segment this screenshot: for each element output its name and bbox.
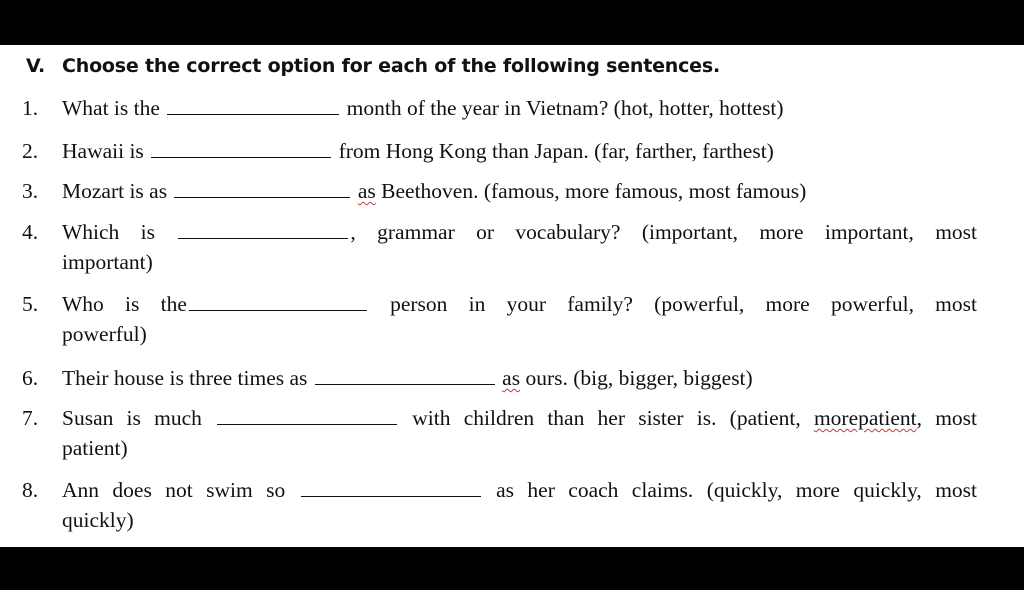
answer-blank[interactable] [301, 474, 481, 497]
question-number: 7. [22, 406, 39, 430]
question-text-before: Hawaii is [62, 139, 144, 163]
question-text-before: Which is [62, 220, 156, 244]
question-text-before: Mozart is as [62, 179, 168, 203]
question-line [62, 362, 753, 395]
question-text-before: Who is the [62, 292, 187, 316]
question-continuation: important) [62, 250, 153, 274]
section-number: V. [26, 55, 46, 77]
question-continuation: patient) [62, 436, 128, 460]
grammar-flagged-word: as [357, 179, 376, 203]
question-text-after: with children than her sister is. (patient, [412, 406, 801, 430]
grammar-flagged-word: as [502, 366, 521, 390]
question-number: 6. [22, 366, 39, 390]
answer-blank[interactable] [174, 175, 350, 198]
section-instruction: Choose the correct option for each of the following sentences. [62, 55, 720, 77]
question-number: 3. [22, 179, 39, 203]
question-text-tail: , most [916, 406, 978, 430]
question-line [62, 216, 977, 249]
worksheet-page [0, 45, 1024, 547]
question-text-after: as her coach claims. (quickly, more quickly, most [496, 478, 978, 502]
question-number: 5. [22, 292, 39, 316]
question-text-before: Ann does not swim so [62, 478, 286, 502]
answer-blank[interactable] [167, 92, 339, 115]
question-text-after: from Hong Kong than Japan. (far, farther, farthest) [338, 139, 774, 163]
question-line [62, 402, 977, 435]
question-line [62, 288, 977, 321]
question-text-before: What is the [62, 96, 160, 120]
question-line [62, 175, 806, 208]
question-continuation: powerful) [62, 322, 147, 346]
question-text-after: month of the year in Vietnam? (hot, hotter, hottest) [346, 96, 784, 120]
question-line [62, 135, 774, 168]
section-heading [26, 55, 720, 77]
question-text-before: Susan is much [62, 406, 202, 430]
answer-blank[interactable] [217, 402, 397, 425]
answer-blank[interactable] [151, 135, 331, 158]
question-text-after: person in your family? (powerful, more powerful, most [390, 292, 977, 316]
question-text-after: ours. (big, bigger, biggest) [525, 366, 753, 390]
question-number: 8. [22, 478, 39, 502]
question-line [62, 474, 977, 507]
question-text-after: , grammar or vocabulary? (important, more important, most [350, 220, 978, 244]
question-number: 4. [22, 220, 39, 244]
answer-blank[interactable] [189, 288, 367, 311]
question-number: 1. [22, 96, 39, 120]
question-number: 2. [22, 139, 39, 163]
question-continuation: quickly) [62, 508, 134, 532]
answer-blank[interactable] [178, 216, 348, 239]
spelling-flagged-word: morepatient [813, 406, 917, 430]
question-text-before: Their house is three times as [62, 366, 308, 390]
question-text-after: Beethoven. (famous, more famous, most famous) [381, 179, 807, 203]
question-line [62, 92, 784, 125]
answer-blank[interactable] [315, 362, 495, 385]
